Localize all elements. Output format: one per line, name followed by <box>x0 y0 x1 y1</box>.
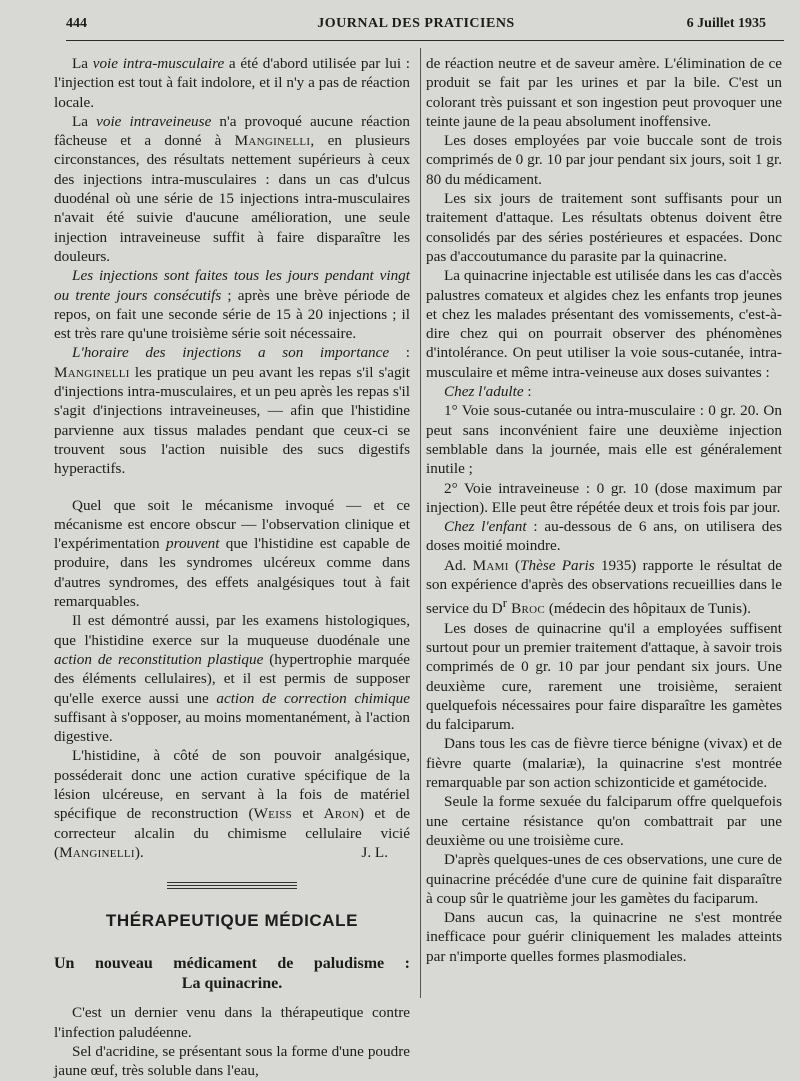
left-column <box>54 54 410 1081</box>
paragraph: Chez l'enfant : au-dessous de 6 ans, on utilisera des doses moitié moindre. <box>426 518 782 555</box>
paragraph: Il est démontré aussi, par les examens histologiques, que l'histidine exerce sur la muqueuse duodénale une action de reconstitution plastique (hypertrophie marquée des éléments cellulaires), et il est permis de supposer qu'elle exerce aussi une action de correction chimique suffisant à s'opposer, au moins momentanément, à l'action digestive. <box>54 612 411 746</box>
paragraph: Dans aucun cas, la quinacrine ne s'est montrée inefficace pour guérir cliniquement les malades atteints par n'importe quelles formes plasmodiales. <box>426 909 782 965</box>
issue-date: 6 Juillet 1935 <box>686 16 766 31</box>
header-rule <box>66 40 784 41</box>
paragraph: de réaction neutre et de saveur amère. L'élimination de ce produit se fait par les urines et par la bile. C'est un colorant très puissant et son ingestion peut provoquer une teinte jaune de la peau absolument inoffensive. <box>426 55 782 130</box>
author-name: Manginelli <box>54 363 130 381</box>
signature: J. L. <box>361 843 388 861</box>
article-title: Un nouveau médicament de paludisme : La quinacrine. <box>54 955 410 992</box>
paragraph: Les injections sont faites tous les jours pendant vingt ou trente jours consécutifs ; après une brève période de repos, on fait une seconde série de 15 à 20 injections ; il est très rare qu'une troisième série soit nécessaire. <box>54 267 411 343</box>
paragraph: Seule la forme sexuée du falciparum offre quelquefois une certaine résistance qu'on combattrait par une deuxième ou une troisième cure. <box>426 793 782 849</box>
paragraph: Les doses de quinacrine qu'il a employées suffisent surtout pour un premier traitement d'attaque, à savoir trois comprimés de 0 gr. 10 par jour pendant six jours. Une deuxième cure, rarement une troisième, seraient quelquefois nécessaires pour faire disparaître les gamètes du falciparum. <box>426 619 782 734</box>
paragraph: Sel d'acridine, se présentant sous la forme d'une poudre jaune œuf, très soluble dans l'eau, <box>54 1043 410 1080</box>
paragraph: C'est un dernier venu dans la thérapeutique contre l'infection paludéenne. <box>54 1004 410 1041</box>
paragraph: La quinacrine injectable est utilisée dans les cas d'accès palustres comateux et algides chez les enfants trop jeunes et chez les malades présentant des vomissements, c'est-à-dire chez qui on pourrait observer des phénomènes d'intolérance. On peut utiliser la voie sous-cutanée, intra-musculaire et même intra-veineuse aux doses suivantes : <box>426 267 782 381</box>
paragraph: Dans tous les cas de fièvre tierce bénigne (vivax) et de fièvre quarte (malariæ), la quinacrine s'est montrée remarquable par son action schizonticide et gamétocide. <box>426 735 782 792</box>
right-column <box>426 54 782 966</box>
page-header <box>66 14 766 40</box>
paragraph: L'histidine, à côté de son pouvoir analgésique, posséderait donc une action curative spécifique de la lésion ulcéreuse, en servant à la fois de matériel spécifique de reconstruction (Weiss et Aron) et de correcteur alcalin du chimisme cellulaire vicié (Manginelli). J. L. <box>54 747 410 861</box>
section-divider <box>167 882 297 889</box>
paragraph: Quel que soit le mécanisme invoqué — et ce mécanisme est encore obscur — l'observation clinique et l'expérimentation prouvent que l'histidine est capable de produire, dans les syndromes ulcéreux comme dans d'autres syndromes, des effets analgésiques tout à fait remarquables. <box>54 496 410 611</box>
paragraph: 2° Voie intraveineuse : 0 gr. 10 (dose maximum par injection). Elle peut être répétée deux et trois fois par jour. <box>426 479 782 516</box>
paragraph: Ad. Mami (Thèse Paris 1935) rapporte le résultat de son expérience d'après des observations recueillies dans le service du $D^r$ Broc (médecin des hôpitaux de Tunis). <box>426 556 783 618</box>
paragraph: Les six jours de traitement sont suffisants pour un traitement d'attaque. Les résultats obtenus doivent être consolidés par des séries postérieures et espacées. Donc pas d'accoutumance du parasite par la quinacrine. <box>426 190 782 265</box>
paragraph: D'après quelques-unes de ces observations, une cure de quinacrine précédée d'une cure de quinine fait disparaître à coup sûr le quatrième jour les gamètes du faciparum. <box>426 851 782 907</box>
paragraph: L'horaire des injections a son importance : Manginelli les pratique un peu avant les repas s'il s'agit d'injections intra-musculaires, et un peu après les repas s'il s'agit d'injections intraveineuses, — afin que l'histidine parvienne aux tissus malades pendant que ceux-ci se trouvent sous l'action nuisible des sucs digestifs hyperactifs. <box>54 344 410 478</box>
column-divider <box>420 48 421 998</box>
paragraph: 1° Voie sous-cutanée ou intra-musculaire : 0 gr. 20. On peut sans inconvénient faire une deuxième injection semblable dans la journée, mais elle est généralement inutile ; <box>426 402 782 478</box>
paragraph: Les doses employées par voie buccale sont de trois comprimés de 0 gr. 10 par jour pendant six jours, soit 1 gr. 80 du médicament. <box>426 132 782 188</box>
page-number: 444 <box>66 16 87 31</box>
paragraph: Chez l'adulte : <box>444 383 532 401</box>
author-name: Manginelli, <box>234 132 315 150</box>
paragraph: La voie intraveineuse n'a provoqué aucune réaction fâcheuse et a donné à Manginelli, en plusieurs circonstances, des résultats nettement supérieurs à ceux des injections intra-musculaires : dans un cas d'ulcus duodénal où une série de 15 injections intra-musculaires n'avait été suivie d'aucune amélioration, une seule injection intraveineuse suffit à faire disparaître les douleurs. <box>54 112 410 265</box>
paragraph: La voie intra-musculaire a été d'abord utilisée par lui : l'injection est tout à fait indolore, et il n'y a pas de réaction locale. <box>54 55 410 111</box>
section-title: THÉRAPEUTIQUE MÉDICALE <box>105 911 359 931</box>
journal-title: JOURNAL DES PRATICIENS <box>317 16 515 31</box>
